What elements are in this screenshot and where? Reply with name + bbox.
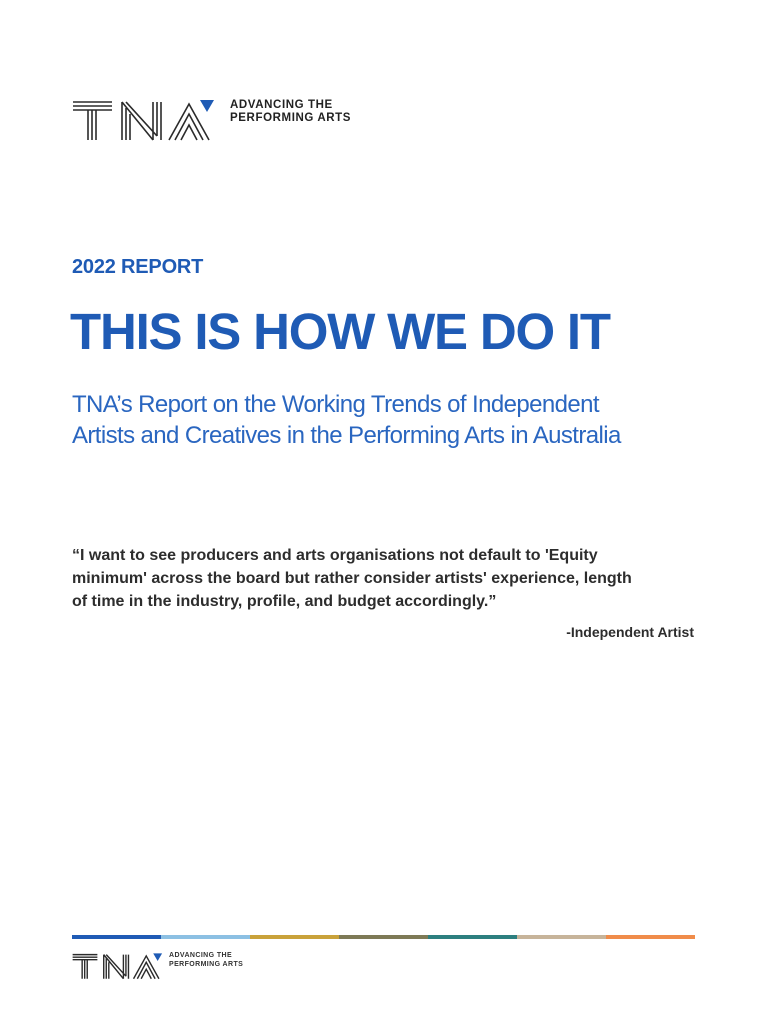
stripe-segment <box>606 935 695 939</box>
stripe-segment <box>517 935 606 939</box>
stripe-segment <box>339 935 428 939</box>
triangle-accent-icon <box>200 100 214 112</box>
header-logo <box>72 99 362 144</box>
quote-attribution: -Independent Artist <box>566 624 694 640</box>
tna-logo-icon <box>72 952 164 982</box>
testimonial-quote: “I want to see producers and arts organisations not default to 'Equity minimum' across the board but rather consider artists' experience, length of time in the industry, profile, and budget accordingly.” <box>72 547 632 610</box>
stripe-segment <box>72 935 161 939</box>
triangle-accent-icon <box>153 953 162 961</box>
tna-logo-icon <box>72 99 217 144</box>
page-title: THIS IS HOW WE DO IT <box>70 303 610 360</box>
header-tagline: ADVANCING THE PERFORMING ARTS <box>230 99 352 124</box>
footer-tagline: ADVANCING THE PERFORMING ARTS <box>169 952 244 968</box>
footer-logo <box>72 952 272 982</box>
report-year-label: 2022 REPORT <box>72 256 204 278</box>
stripe-segment <box>250 935 339 939</box>
stripe-segment <box>428 935 517 939</box>
color-stripe-divider <box>72 935 695 939</box>
stripe-segment <box>161 935 250 939</box>
report-subtitle: TNA’s Report on the Working Trends of Independent Artists and Creatives in the Performing Arts in Australia <box>72 391 621 449</box>
